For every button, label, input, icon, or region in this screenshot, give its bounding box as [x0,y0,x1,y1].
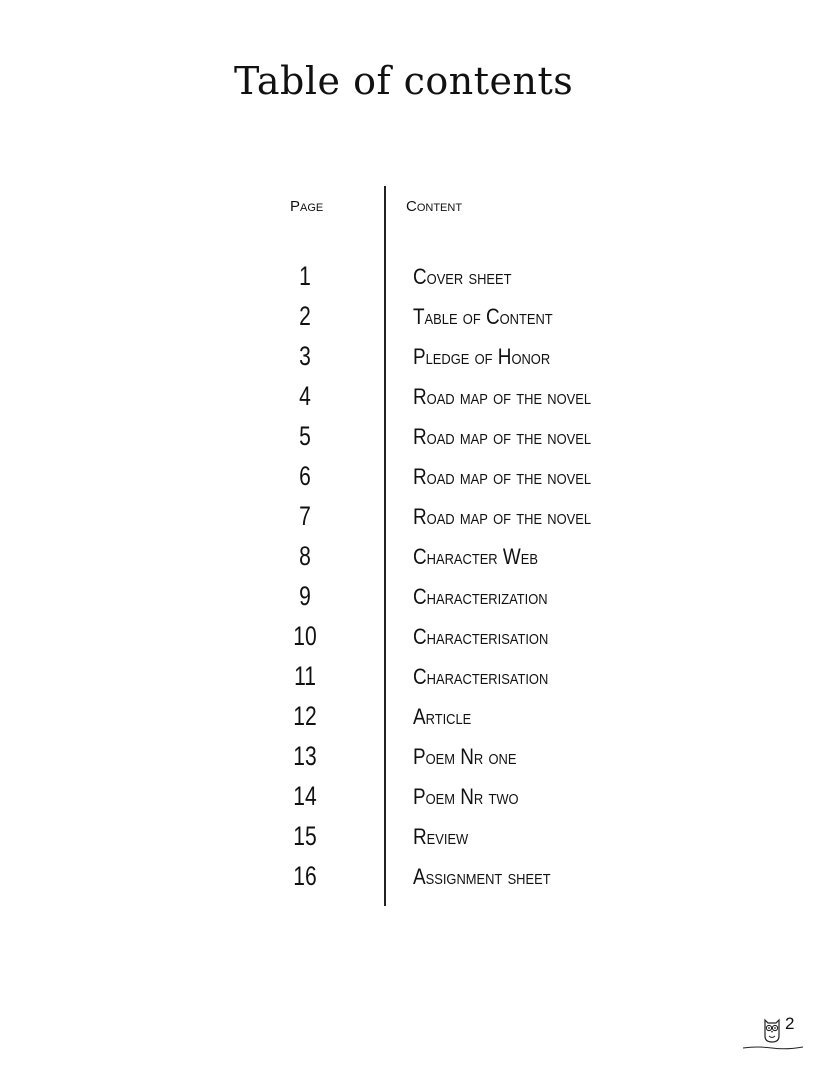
toc-row [0,578,828,618]
toc-page-number: 5 [299,421,311,451]
toc-row [0,498,828,538]
page-title: Table of contents [234,59,574,104]
toc-page-number: 16 [293,861,317,891]
toc-page-number: 6 [299,461,311,491]
toc-page-number: 15 [293,821,317,851]
toc-page-number: 14 [293,781,317,811]
column-header-page: Page [290,198,324,215]
toc-page-number: 11 [294,661,316,691]
toc-entry-title: Characterisation [413,664,549,689]
toc-entry-title: Poem Nr two [413,784,519,809]
page-footer [742,1012,804,1054]
toc-page-number: 7 [299,501,311,531]
toc-row [0,818,828,858]
toc-entry-title: Poem Nr one [413,744,517,769]
toc-entry-title: Road map of the novel [413,464,592,489]
toc-page-number: 8 [299,541,311,571]
toc-entry-title: Characterisation [413,624,549,649]
toc-row [0,658,828,698]
toc-entry-title: Assignment sheet [413,864,551,889]
branch-icon [742,1044,804,1052]
column-header-content: Content [406,198,463,215]
toc-entry-title: Cover sheet [413,264,512,289]
toc-entry-title: Road map of the novel [413,384,592,409]
toc-entry-title: Pledge of Honor [413,344,551,369]
toc-row [0,698,828,738]
toc-entry-title: Table of Content [413,304,553,329]
toc-page-number: 13 [293,741,317,771]
toc-page-number: 1 [299,261,311,291]
toc-row [0,418,828,458]
toc-row [0,298,828,338]
toc-row [0,458,828,498]
toc-page-number: 2 [299,301,311,331]
toc-page-number: 10 [293,621,317,651]
toc-row [0,738,828,778]
toc-entry-title: Review [413,824,469,849]
toc-row [0,338,828,378]
toc-list [0,258,828,898]
page-number: 2 [785,1014,795,1033]
toc-page-number: 12 [293,701,317,731]
toc-row [0,858,828,898]
toc-row [0,778,828,818]
toc-entry-title: Road map of the novel [413,504,592,529]
toc-page-number: 4 [299,381,311,411]
toc-entry-title: Character Web [413,544,538,569]
toc-row [0,258,828,298]
toc-entry-title: Characterization [413,584,548,609]
toc-entry-title: Road map of the novel [413,424,592,449]
toc-page-number: 3 [299,341,311,371]
toc-entry-title: Article [413,704,472,729]
toc-row [0,538,828,578]
toc-row [0,618,828,658]
toc-page-number: 9 [299,581,311,611]
toc-row [0,378,828,418]
